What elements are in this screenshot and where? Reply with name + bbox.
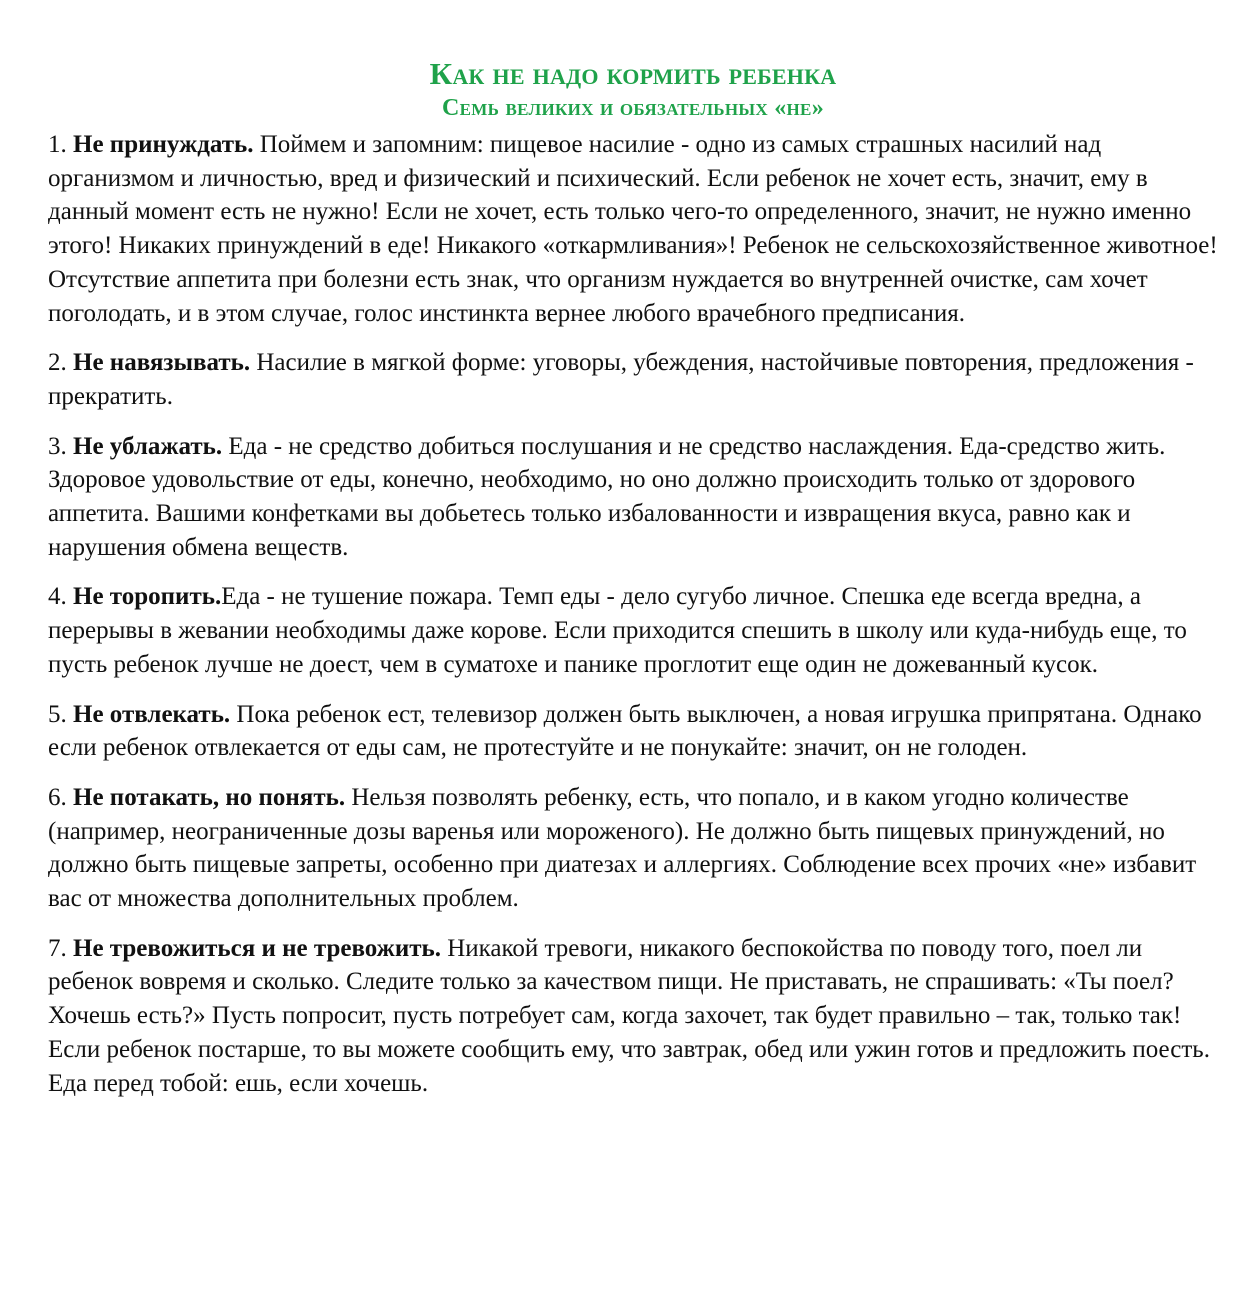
rule-text: Никакой тревоги, никакого беспокойства по поводу того, поел ли ребенок вовремя и сколько. Следите только за качеством пищи. Не приставать, не спрашивать: «Ты поел? Хочешь есть?» Пусть попросит, пусть потребует сам, когда захочет, так будет правильно – так, только так! Если ребенок постарше, то вы можете сообщить ему, что завтрак, обед или ужин готов и предложить поесть. Еда перед тобой: ешь, если хочешь. [48,934,1210,1097]
rule-number: 4. [48,583,67,611]
rule-7 [48,932,1218,1101]
rule-text: Еда - не средство добиться послушания и не средство наслаждения. Еда-средство жить. Здоровое удовольствие от еды, конечно, необходимо, но оно должно происходить только от здорового аппетита. Вашими конфетками вы добьетесь только избалованности и извращения вкуса, равно как и нарушения обмена веществ. [48,432,1166,561]
rule-number: 5. [48,700,67,728]
page-subtitle: Семь великих и обязательных «не» [442,95,824,121]
rule-number: 3. [48,432,67,460]
rule-3 [48,430,1218,565]
rule-number: 1. [48,131,67,158]
rule-heading: Не торопить. [73,583,222,611]
rule-5 [48,698,1218,765]
rule-heading: Не отвлекать. [73,700,231,728]
rule-number: 6. [48,783,67,811]
rule-6 [48,781,1218,916]
rule-heading: Не навязывать. [73,349,251,377]
rule-heading: Не ублажать. [73,432,223,460]
rule-2 [48,346,1218,413]
rule-text: Еда - не тушение пожара. Темп еды - дело сугубо личное. Спешка еде всегда вредна, а перерывы в жевании необходимы даже корове. Если приходится спешить в школу или куда-нибудь еще, то пусть ребенок лучше не доест, чем в суматохе и панике проглотит еще один не дожеванный кусок. [48,583,1187,678]
rule-text: Нельзя позволять ребенку, есть, что попало, и в каком угодно количестве (например, неограниченные дозы варенья или мороженого). Не должно быть пищевых принуждений, но должно быть пищевые запреты, особенно при диатезах и аллергиях. Соблюдение всех прочих «не» избавит вас от множества дополнительных проблем. [48,783,1197,913]
page-title: Как не надо кормить ребенка [429,56,837,91]
rule-number: 2. [48,349,67,377]
rule-heading: Не принуждать. [73,131,254,158]
rule-heading: Не потакать, но понять. [73,783,346,811]
title-block [48,56,1218,124]
rule-1 [48,128,1218,330]
rule-text: Поймем и запомним: пищевое насилие - одно из самых страшных насилий над организмом и личностью, вред и физический и психический. Если ребенок не хочет есть, значит, ему в данный момент есть не нужно! Если не хочет, есть только чего-то определенного, значит, не нужно именно этого! Никаких принуждений в еде! Никакого «откармливания»! Ребенок не сельскохозяйственное животное! Отсутствие аппетита при болезни есть знак, что организм нуждается во внутренней очистке, сам хочет поголодать, и в этом случае, голос инстинкта вернее любого врачебного предписания. [48,131,1218,327]
rule-number: 7. [48,934,67,962]
rule-text: Насилие в мягкой форме: уговоры, убеждения, настойчивые повторения, предложения - прекратить. [48,349,1194,410]
document-page [48,56,1218,1116]
rule-heading: Не тревожиться и не тревожить. [73,934,441,962]
rule-text: Пока ребенок ест, телевизор должен быть выключен, а новая игрушка припрятана. Однако если ребенок отвлекается от еды сам, не протестуйте и не понукайте: значит, он не голоден. [48,700,1202,762]
rule-4 [48,580,1218,681]
